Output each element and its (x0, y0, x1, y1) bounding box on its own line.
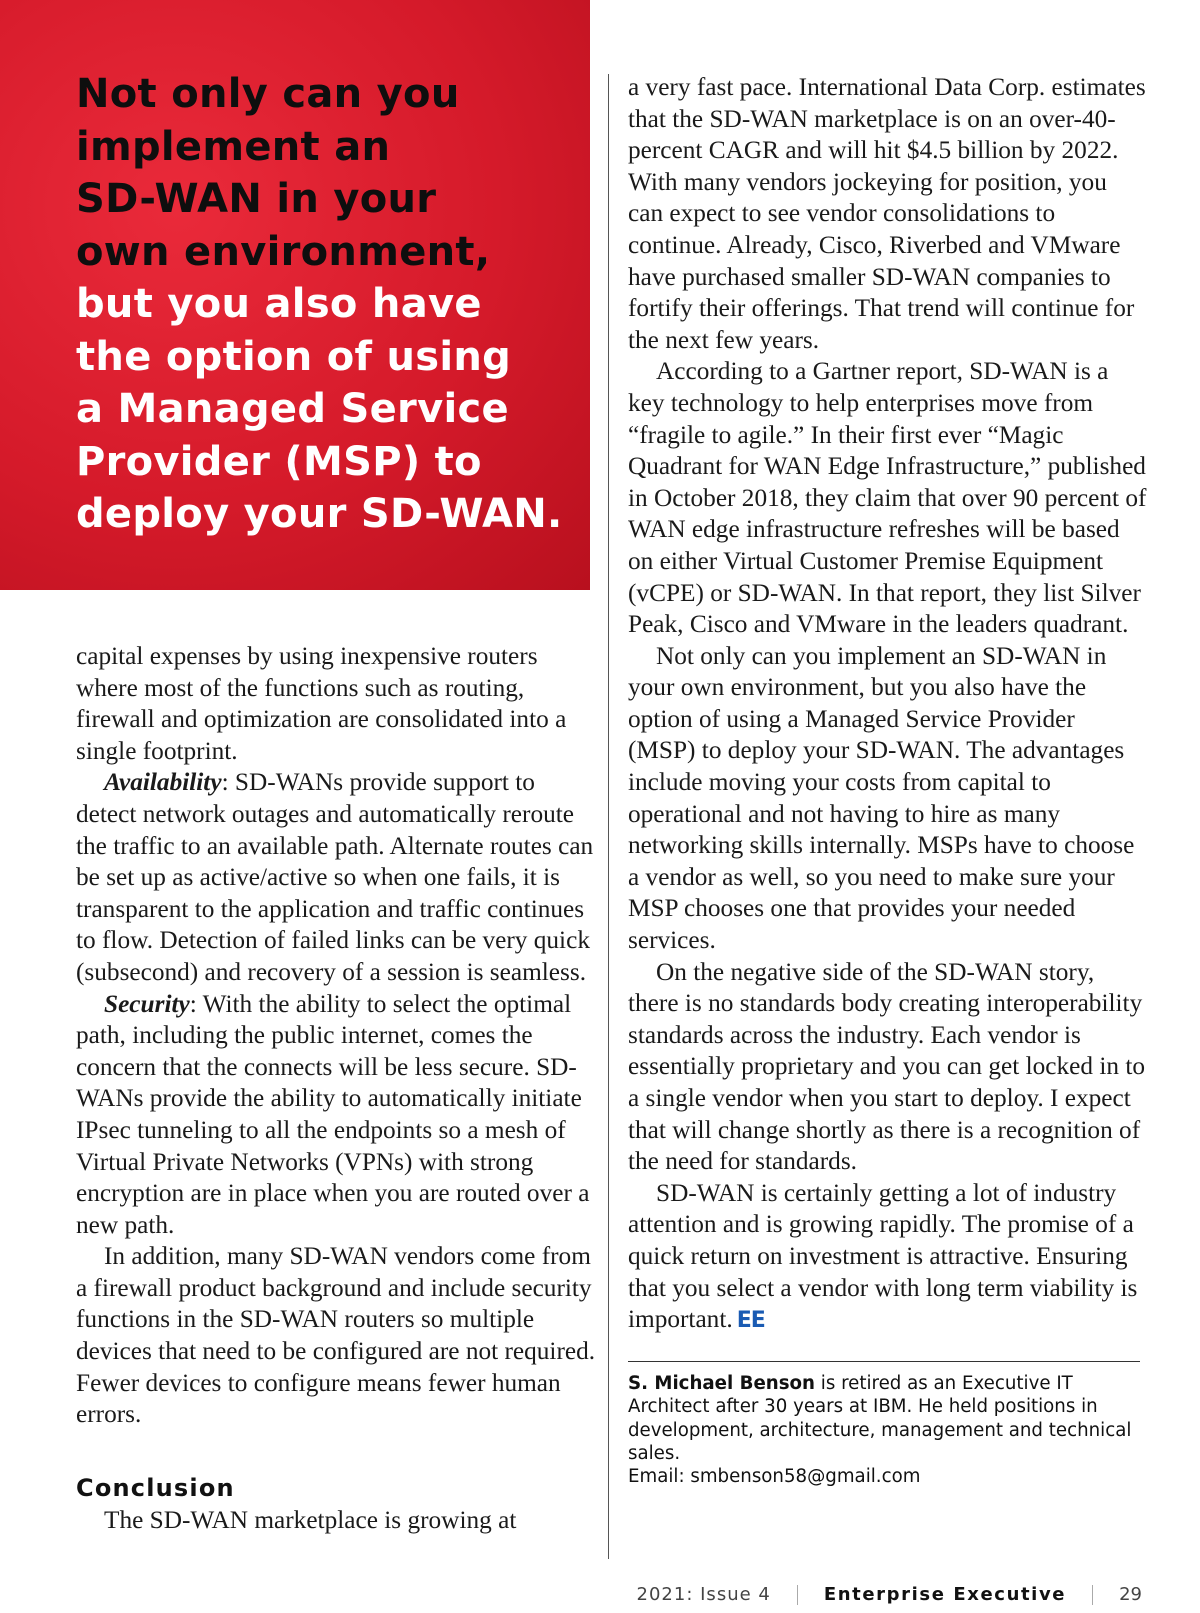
paragraph-body: : SD-WANs provide support to detect network outages and automatically reroute the traffic to an available path. Alternate routes can be set up as active/active so when one fails, it is transparent to the application and traffic continues to flow. Detection of failed links can be very quick (subsecond) and recovery of a session is seamless. (76, 768, 594, 986)
paragraph: The SD-WAN marketplace is growing at (104, 1505, 517, 1534)
pull-quote-line: Not only can you (76, 71, 460, 117)
section-heading: Conclusion (76, 1473, 235, 1502)
column-divider (608, 74, 609, 1559)
paragraph-security (76, 989, 596, 1242)
paragraph: capital expenses by using inexpensive routers where most of the functions such as routing, firewall and optimization are consolidated into a single footprint. (76, 642, 567, 765)
paragraph-body: SD-WAN is certainly getting a lot of industry attention and is growing rapidly. The promise of a quick return on investment is attractive. Ensuring that you select a vendor with long term viability is important. (628, 1178, 1138, 1334)
pull-quote-line: deploy your SD-WAN. (76, 491, 563, 537)
end-mark-icon: EE (736, 1308, 765, 1334)
pull-quote-box (0, 0, 590, 590)
pull-quote-text (76, 68, 570, 541)
pull-quote-line: a Managed Service (76, 386, 509, 432)
paragraph: In addition, many SD-WAN vendors come from a firewall product background and include security functions in the SD-WAN routers so multiple devices that need to be configured are not required. Fewer devices to configure means fewer human errors. (76, 1242, 596, 1429)
paragraph-body: : With the ability to select the optimal path, including the public internet, comes the concern that the connects will be less secure. SD-WANs provide the ability to automatically initiate IPsec tunneling to all the endpoints so a mesh of Virtual Private Networks (VPNs) with strong encryption are in place when you are routed over a new path. (76, 989, 590, 1239)
footer-magazine: Enterprise Executive (823, 1584, 1067, 1605)
paragraph: According to a Gartner report, SD-WAN is a key technology to help enterprises move from “fragile to agile.” In their first ever “Magic Quadrant for WAN Edge Infrastructure,” published in October 2018, they claim that over 90 percent of WAN edge infrastructure refreshes will be based on either Virtual Customer Premise Equipment (vCPE) or SD-WAN. In that report, they list Silver Peak, Cisco and VMware in the leaders quadrant. (628, 357, 1147, 639)
footer-separator (797, 1585, 798, 1605)
paragraph: a very fast pace. International Data Corp. estimates that the SD-WAN marketplace is on an over-40-percent CAGR and will hit $4.5 billion by 2022. With many vendors jockeying for position, you can expect to see vendor consolidations to continue. Already, Cisco, Riverbed and VMware have purchased smaller SD-WAN companies to fortify their offerings. That trend will continue for the next few years. (628, 73, 1146, 354)
paragraph-final (628, 1178, 1148, 1337)
paragraph-lead: Security (104, 989, 190, 1018)
paragraph: Not only can you implement an SD-WAN in your own environment, but you also have the option of using a Managed Service Provider (MSP) to deploy your SD-WAN. The advantages include moving your costs from capital to operational and not having to hire as many networking skills internally. MSPs have to choose a vendor as well, so you need to make sure your MSP chooses one that provides your needed services. (628, 641, 1135, 955)
paragraph-availability (76, 767, 596, 988)
paragraph: On the negative side of the SD-WAN story, there is no standards body creating interoperability standards across the industry. Each vendor is essentially proprietary and you can get locked in to a single vendor when you start to deploy. I expect that will change shortly as there is a recognition of the need for standards. (628, 957, 1146, 1176)
right-column (628, 72, 1148, 1489)
author-email: Email: smbenson58@gmail.com (628, 1466, 921, 1488)
left-column (76, 641, 596, 1536)
bio-rule (628, 1361, 1140, 1362)
pull-quote-line: implement an (76, 123, 391, 170)
page-footer (637, 1584, 1142, 1605)
pull-quote-line: SD-WAN in your (76, 176, 437, 222)
paragraph-lead: Availability (104, 768, 222, 797)
pull-quote-line: but you also have (76, 281, 482, 327)
author-bio-text: is retired as an Executive IT Architect after 30 years at IBM. He held positions in development, architecture, management and technical sales. (628, 1372, 1132, 1464)
footer-separator (1092, 1585, 1093, 1605)
footer-issue: 2021: Issue 4 (636, 1584, 771, 1605)
pull-quote-line: Provider (MSP) to (76, 438, 482, 485)
author-bio (628, 1372, 1138, 1489)
author-name: S. Michael Benson (628, 1372, 815, 1394)
pull-quote-line: own environment, (76, 228, 491, 275)
pull-quote-line: the option of using (76, 333, 512, 380)
page-number: 29 (1119, 1584, 1142, 1605)
